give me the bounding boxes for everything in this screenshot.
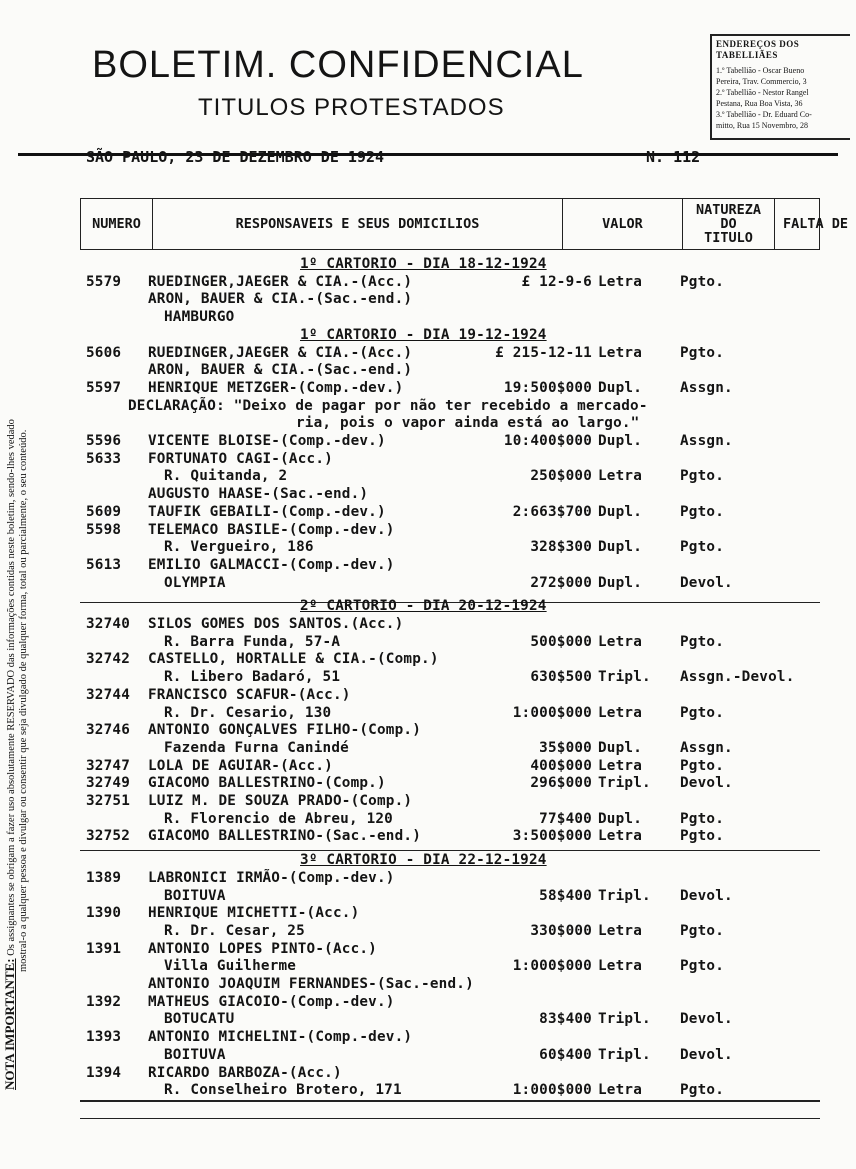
failure-reason: Pgto. [680,922,725,939]
row-number: 1393 [86,1029,122,1046]
title-nature: Dupl. [598,539,643,556]
responsible-party: R. Florencio de Abreu, 120 [164,810,393,827]
row-number: 32740 [86,616,131,632]
title-nature: Tripl. [598,1011,651,1028]
section-title: 1º CARTORIO - DIA 19-12-1924 [300,326,547,343]
amount-value: 250$000 [530,468,592,485]
failure-reason: Devol. [680,887,733,904]
title-nature: Dupl. [598,379,643,396]
title-nature: Letra [598,958,643,975]
title-nature: Dupl. [598,574,643,591]
title-nature: Letra [598,1082,643,1099]
notary-line: mitto, Rua 15 Novembro, 28 [716,121,808,130]
failure-reason: Pgto. [680,539,725,556]
notary-line: 1.º Tabellião - Oscar Bueno [716,66,805,75]
responsible-party: R. Conselheiro Brotero, 171 [164,1082,402,1099]
col-natureza [683,199,775,249]
notary-line: Pereira, Trav. Commercio, 3 [716,77,807,86]
responsible-party: HAMBURGO [164,309,235,326]
table-header [80,198,849,250]
row-number: 32746 [86,722,131,739]
responsible-party: Villa Guilherme [164,958,297,975]
declaration-text: ria, pois o vapor ainda está ao largo." [296,415,640,432]
title-nature: Letra [598,704,643,721]
bottom-rule [80,1100,820,1102]
title-nature: Letra [598,344,643,361]
amount-value: 1:000$000 [512,958,592,975]
responsible-party: RUEDINGER,JAEGER & CIA.-(Acc.) [148,273,413,290]
row-number: 1392 [86,993,122,1010]
amount-value: 19:500$000 [503,379,592,396]
failure-reason: Assgn. [680,739,733,756]
issue-number: N. 112 [646,148,701,166]
amount-value: 10:400$000 [503,433,592,449]
failure-reason: Devol. [680,1011,733,1028]
responsible-party: GIACOMO BALLESTRINO-(Comp.) [148,775,386,792]
section-title: 1º CARTORIO - DIA 18-12-1924 [300,256,547,272]
row-number: 32742 [86,651,131,668]
col-valor: VALOR [563,199,683,249]
notary-line: Pestana, Rua Boa Vista, 36 [716,99,803,108]
responsible-party: ANTONIO MICHELINI-(Comp.-dev.) [148,1029,413,1046]
col-numero: NUMERO [81,199,153,249]
row-number: 32747 [86,757,131,774]
failure-reason: Pgto. [680,757,725,774]
responsible-party: EMILIO GALMACCI-(Comp.-dev.) [148,556,395,573]
side-note [4,250,32,1090]
responsible-party: LABRONICI IRMÃO-(Comp.-dev.) [148,869,395,886]
notary-addresses-box [710,34,850,140]
row-number: 32752 [86,828,131,845]
responsible-party: LOLA DE AGUIAR-(Acc.) [148,757,333,774]
row-number: 32744 [86,686,131,703]
amount-value: 272$000 [530,574,592,591]
responsible-party: R. Quitanda, 2 [164,468,288,485]
row-number: 5579 [86,273,122,290]
title-nature: Dupl. [598,739,643,756]
responsible-party: ARON, BAUER & CIA.-(Sac.-end.) [148,362,413,379]
responsible-party: FORTUNATO CAGI-(Acc.) [148,450,333,467]
title-nature: Letra [598,757,643,774]
responsible-party: ANTONIO GONÇALVES FILHO-(Comp.) [148,722,422,739]
responsible-party: ANTONIO JOAQUIM FERNANDES-(Sac.-end.) [148,976,474,992]
failure-reason: Pgto. [680,828,725,845]
responsible-party: GIACOMO BALLESTRINO-(Sac.-end.) [148,828,422,845]
declaration-text: DECLARAÇÃO: "Deixo de pagar por não ter recebido a mercado- [128,397,648,414]
col-responsaveis: RESPONSAVEIS E SEUS DOMICILIOS [153,199,563,249]
responsible-party: R. Barra Funda, 57-A [164,633,341,650]
row-number: 1389 [86,869,122,886]
row-number: 1390 [86,905,122,922]
title-nature: Letra [598,922,643,939]
responsible-party: LUIZ M. DE SOUZA PRADO-(Comp.) [148,793,413,809]
responsible-party: FRANCISCO SCAFUR-(Acc.) [148,686,351,703]
failure-reason: Assgn. [680,433,733,449]
amount-value: 83$400 [539,1011,592,1028]
responsible-party: TELEMACO BASILE-(Comp.-dev.) [148,521,395,538]
title-nature: Dupl. [598,433,643,449]
responsible-party: R. Libero Badaró, 51 [164,669,341,686]
amount-value: 400$000 [530,757,592,774]
row-number: 5598 [86,521,122,538]
responsible-party: BOITUVA [164,1046,226,1063]
row-number: 5596 [86,433,122,449]
amount-value: 58$400 [539,887,592,904]
responsible-party: R. Vergueiro, 186 [164,539,314,556]
amount-value: 500$000 [530,633,592,650]
bottom-rule-2 [80,1118,820,1119]
col-natureza-line: TITULO [704,230,753,246]
row-number: 5609 [86,503,122,520]
amount-value: 60$400 [539,1046,592,1063]
notary-line: 2.º Tabellião - Nestor Rangel [716,88,809,97]
section-title: 3º CARTORIO - DIA 22-12-1924 [300,852,547,869]
row-number: 32749 [86,775,131,792]
title-nature: Tripl. [598,887,651,904]
responsible-party: R. Dr. Cesario, 130 [164,704,332,721]
amount-value: 77$400 [539,810,592,827]
amount-value: £ 215-12-11 [495,344,592,361]
row-number: 5597 [86,379,122,396]
responsible-party: AUGUSTO HAASE-(Sac.-end.) [148,486,369,503]
failure-reason: Pgto. [680,273,725,290]
responsible-party: ANTONIO LOPES PINTO-(Acc.) [148,940,377,957]
amount-value: 2:663$700 [512,503,592,520]
side-note-label: NOTA IMPORTANTE: [2,958,17,1090]
failure-reason: Pgto. [680,704,725,721]
amount-value: 1:000$000 [512,1082,592,1099]
title-nature: Dupl. [598,503,643,520]
side-note-text: Os assignantes se obrigam a fazer uso absolutamente RESERVADO das informações contidas neste boletim, sendo-lhes vedado [6,419,17,956]
failure-reason: Pgto. [680,344,725,361]
responsible-party: BOITUVA [164,887,226,904]
col-natureza-line: NATUREZA [695,202,762,218]
col-falta: FALTA DE [783,216,849,232]
title-nature: Letra [598,828,643,845]
title-nature: Letra [598,633,643,650]
amount-value: 296$000 [530,775,592,792]
section-divider [80,850,820,851]
failure-reason: Assgn. [680,379,733,396]
row-number: 5613 [86,556,122,573]
responsible-party: OLYMPIA [164,574,226,591]
failure-reason: Pgto. [680,468,725,485]
failure-reason: Pgto. [680,958,725,975]
responsible-party: HENRIQUE METZGER-(Comp.-dev.) [148,379,404,396]
side-note-text-2: mostral-o a qualquer pessoa e divulgar ou consentir que seja divulgado de qualquer forma, total ou parcialmente, o seu conteúdo. [18,429,29,972]
failure-reason: Pgto. [680,1082,725,1099]
date-text: SÃO PAULO, 23 DE DEZEMBRO DE 1924 [86,148,385,166]
title-nature: Letra [598,468,643,485]
row-number: 1394 [86,1064,122,1081]
responsible-party: RICARDO BARBOZA-(Acc.) [148,1064,342,1081]
row-number: 1391 [86,940,122,957]
responsible-party: HENRIQUE MICHETTI-(Acc.) [148,905,360,922]
failure-reason: Pgto. [680,810,725,827]
failure-reason: Devol. [680,574,733,591]
row-number: 5633 [86,450,122,467]
responsible-party: ARON, BAUER & CIA.-(Sac.-end.) [148,291,413,308]
amount-value: 35$000 [539,739,592,756]
responsible-party: R. Dr. Cesar, 25 [164,922,305,939]
title-nature: Tripl. [598,1046,651,1063]
responsible-party: MATHEUS GIACOIO-(Comp.-dev.) [148,993,395,1010]
title-nature: Tripl. [598,775,651,792]
responsible-party: Fazenda Furna Canindé [164,739,349,756]
failure-reason: Devol. [680,775,733,792]
row-number: 32751 [86,793,131,809]
responsible-party: BOTUCATU [164,1011,235,1028]
title-nature: Letra [598,273,643,290]
responsible-party: VICENTE BLOISE-(Comp.-dev.) [148,433,386,449]
failure-reason: Pgto. [680,503,725,520]
amount-value: 328$300 [530,539,592,556]
dateline [86,148,701,166]
col-natureza-line: DO [720,216,737,232]
notary-box-heading: ENDEREÇOS DOS TABELLIÃES [716,39,800,60]
section-title: 2º CARTORIO - DIA 20-12-1924 [300,598,547,615]
responsible-party: SILOS GOMES DOS SANTOS.(Acc.) [148,616,404,632]
failure-reason: Devol. [680,1046,733,1063]
notary-line: 3.º Tabellião - Dr. Eduard Co- [716,110,812,119]
failure-reason: Pgto. [680,633,725,650]
title-nature: Dupl. [598,810,643,827]
responsible-party: TAUFIK GEBAILI-(Comp.-dev.) [148,503,386,520]
title-nature: Tripl. [598,669,651,686]
responsible-party: RUEDINGER,JAEGER & CIA.-(Acc.) [148,344,413,361]
failure-reason: Assgn.-Devol. [680,669,795,686]
amount-value: 330$000 [530,922,592,939]
amount-value: 1:000$000 [512,704,592,721]
page-subtitle: TITULOS PROTESTADOS [198,94,505,121]
amount-value: 630$500 [530,669,592,686]
amount-value: 3:500$000 [512,828,592,845]
responsible-party: CASTELLO, HORTALLE & CIA.-(Comp.) [148,651,439,668]
amount-value: £ 12-9-6 [521,273,592,290]
row-number: 5606 [86,344,122,361]
page-title: BOLETIM. CONFIDENCIAL [92,44,584,86]
